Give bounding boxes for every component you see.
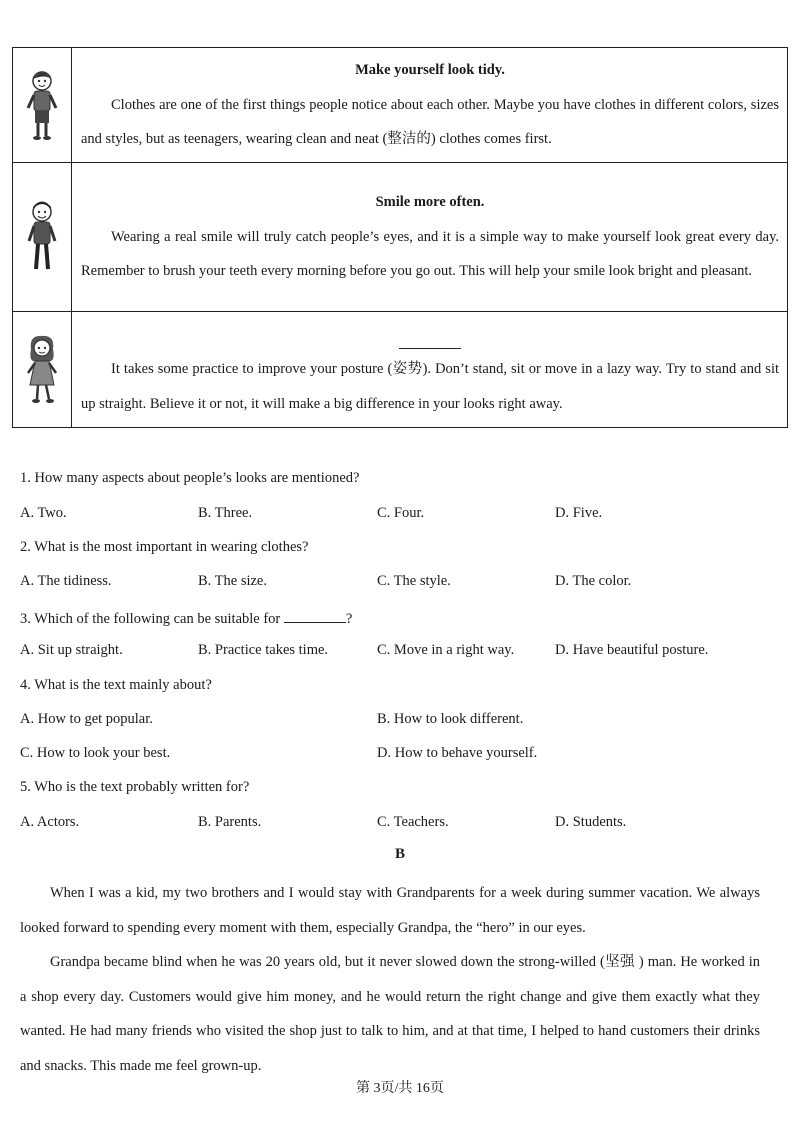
option: B. The size. xyxy=(198,573,267,589)
question-stem: 1. How many aspects about people’s looks are mentioned? xyxy=(20,470,360,486)
option: D. Have beautiful posture. xyxy=(555,642,709,658)
passage-paragraph: When I was a kid, my two brothers and I would stay with Grandparents for a week during summer vacation. We always looked forward to spending every moment with them, especially Grandpa, the “hero” in our eyes. xyxy=(20,885,760,936)
kid-boy-smiling-illustration xyxy=(25,199,59,275)
option: B. Practice takes time. xyxy=(198,642,329,658)
section-heading: B xyxy=(394,846,405,862)
answer-blank xyxy=(399,348,461,349)
tip-title-blank xyxy=(81,318,779,352)
option: C. Four. xyxy=(377,505,425,521)
tip-content xyxy=(72,48,788,163)
tips-table xyxy=(12,47,788,428)
tip-text: Wearing a real smile will truly catch people’s eyes, and it is a simple way to make yourself look great every day. Remember to brush your teeth every morning before you go out. This will help your smile look bright and pleasant. xyxy=(81,228,779,280)
option: A. The tidiness. xyxy=(20,573,112,589)
option: D. Five. xyxy=(555,505,603,521)
tip-row xyxy=(13,163,788,312)
question-stem-end: ? xyxy=(345,611,353,627)
option: C. Teachers. xyxy=(377,814,449,830)
kid-illustration-cell xyxy=(13,48,72,163)
tip-title: Make yourself look tidy. xyxy=(355,62,505,79)
question-stem: 2. What is the most important in wearing clothes? xyxy=(20,539,309,555)
passage-paragraph: Grandpa became blind when he was 20 years old, but it never slowed down the strong-willed (坚强 ) man. He worked in a shop every day. Customers would give him money, and he would return the right change and give them exactly what they wanted. He had many friends who visited the shop just to talk to him, and at that time, I helped to hand customers their drinks and snacks. This made me feel grown-up. xyxy=(20,954,760,1074)
tip-text: Clothes are one of the first things people notice about each other. Maybe you have clothes in different colors, sizes and styles, but as teenagers, wearing clean and neat (整洁的) clothes comes first. xyxy=(81,96,779,148)
question-stem: 5. Who is the text probably written for? xyxy=(20,779,250,795)
kid-girl-illustration xyxy=(25,333,59,407)
page-number: 第 3页/共 16页 xyxy=(356,1081,444,1096)
option: B. Parents. xyxy=(198,814,262,830)
kid-boy-illustration xyxy=(25,68,59,142)
option: D. Students. xyxy=(555,814,627,830)
tip-text: It takes some practice to improve your posture (姿势). Don’t stand, sit or move in a lazy way. Try to stand and sit up straight. Believe it or not, it will make a big difference in your looks right away. xyxy=(81,361,779,412)
option: A. Actors. xyxy=(20,814,80,830)
tip-row xyxy=(13,312,788,428)
option: D. The color. xyxy=(555,573,632,589)
tip-row xyxy=(13,48,788,163)
question-stem: 4. What is the text mainly about? xyxy=(20,677,212,693)
tip-title: Smile more often. xyxy=(375,194,485,211)
question-stem xyxy=(20,608,352,628)
tip-content xyxy=(72,163,788,312)
kid-illustration-cell xyxy=(13,163,72,312)
tip-content xyxy=(72,312,788,428)
option: A. How to get popular. xyxy=(20,711,153,727)
option: C. Move in a right way. xyxy=(377,642,515,658)
option: A. Sit up straight. xyxy=(20,642,123,658)
passage xyxy=(20,876,760,1083)
option: B. Three. xyxy=(198,505,253,521)
option: C. The style. xyxy=(377,573,451,589)
option: B. How to look different. xyxy=(377,711,524,727)
option: A. Two. xyxy=(20,505,67,521)
option: D. How to behave yourself. xyxy=(377,745,538,761)
kid-illustration-cell xyxy=(13,312,72,428)
option: C. How to look your best. xyxy=(20,745,171,761)
answer-blank xyxy=(284,608,346,623)
question-stem-text: 3. Which of the following can be suitable for xyxy=(20,611,284,627)
